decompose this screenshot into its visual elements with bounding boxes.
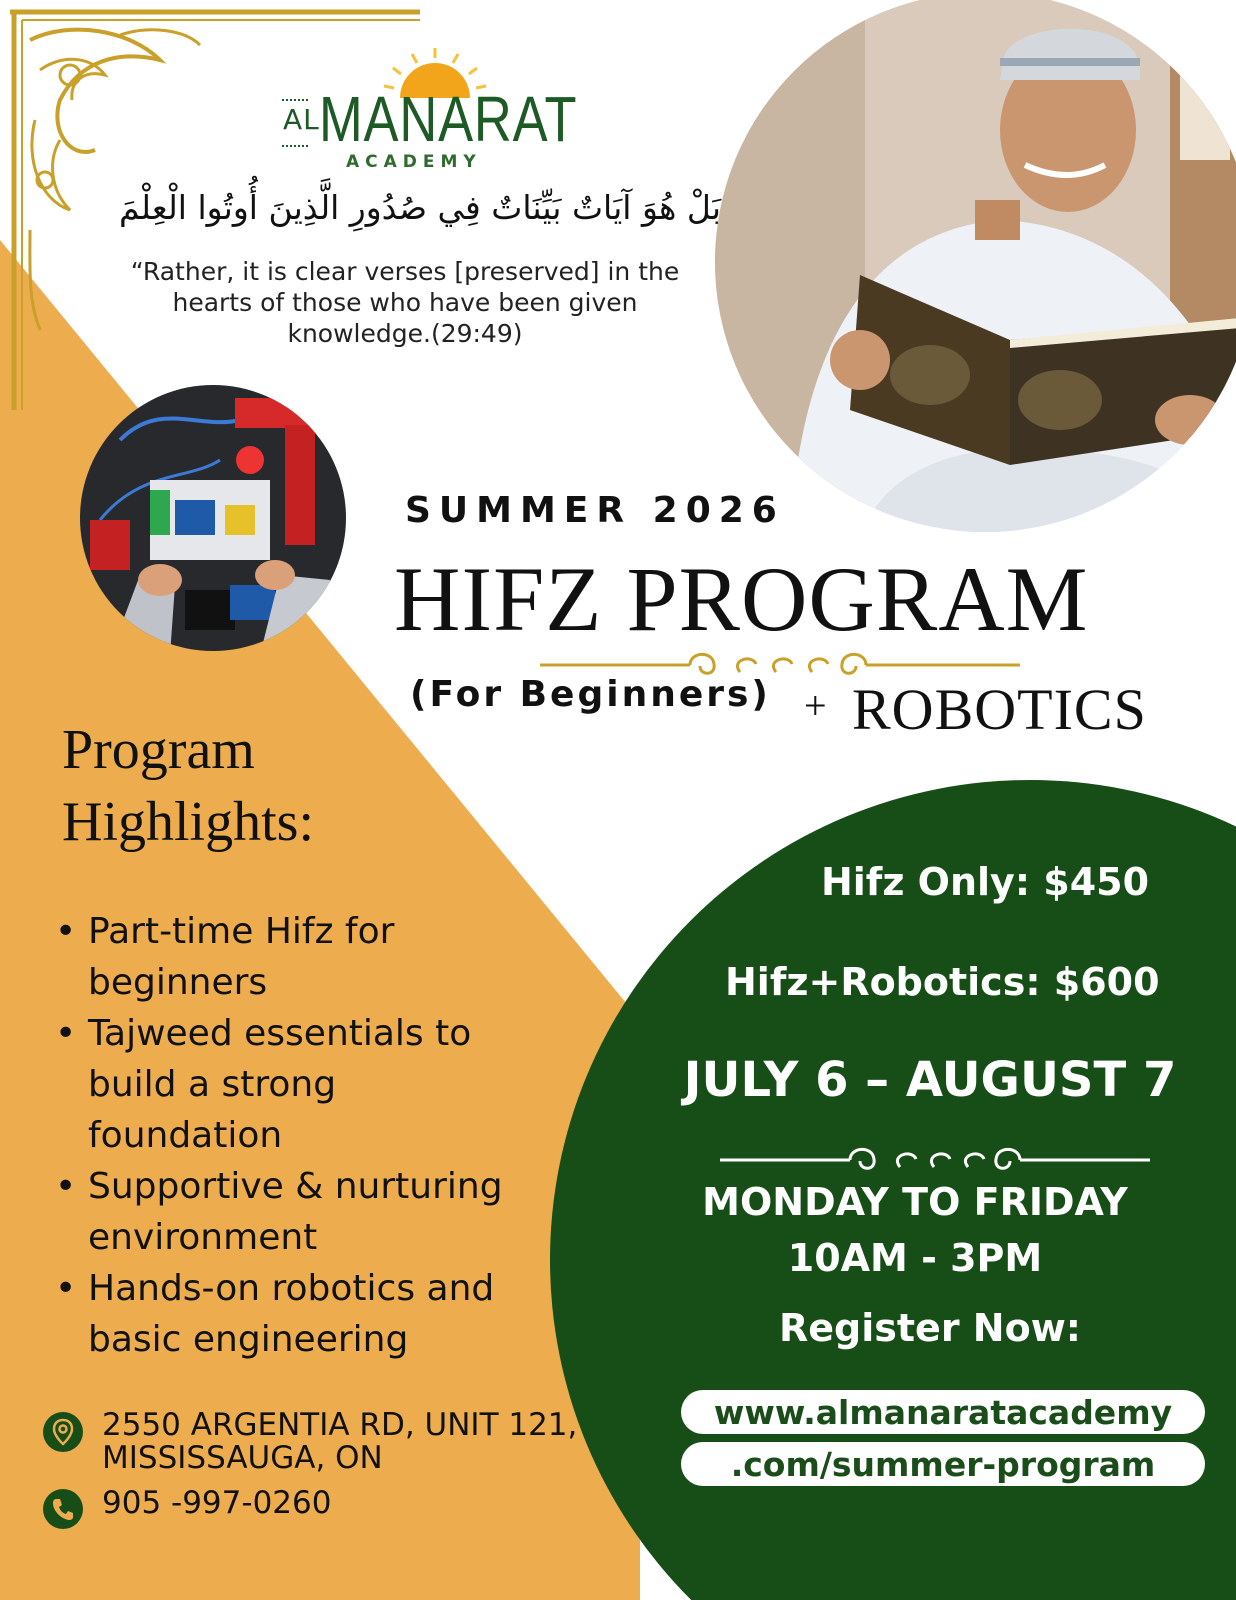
- price-hifz-robotics: Hifz+Robotics: $600: [725, 960, 1160, 1004]
- highlights-title-line: Program: [62, 719, 255, 781]
- verse-translation-line: hearts of those who have been given: [172, 288, 638, 317]
- program-plus: +: [804, 683, 827, 728]
- bullet: •: [55, 1013, 77, 1054]
- schedule: [690, 1174, 1140, 1286]
- highlight-item: [52, 1008, 522, 1161]
- logo-name: MANARAT: [319, 83, 578, 155]
- program-season: SUMMER 2026: [405, 490, 785, 531]
- register-label: Register Now:: [779, 1306, 1081, 1350]
- bullet: •: [55, 1268, 77, 1309]
- verse-translation: [100, 256, 710, 349]
- highlight-item: [52, 1161, 522, 1263]
- program-audience: (For Beginners): [410, 674, 771, 715]
- highlights-title-line: Highlights:: [62, 791, 315, 853]
- verse-translation-line: knowledge.(29:49): [287, 319, 523, 348]
- ornament-divider-icon: [540, 654, 1020, 673]
- bullet: •: [55, 1166, 77, 1207]
- phone-icon: [42, 1488, 84, 1530]
- address-line: 2550 ARGENTIA RD, UNIT 121,: [102, 1407, 578, 1443]
- program-addon: ROBOTICS: [852, 677, 1147, 742]
- logo-subtitle: ACADEMY: [346, 152, 482, 172]
- location-pin-icon: [42, 1411, 84, 1453]
- highlights-title: [62, 714, 314, 858]
- program-title: HIFZ PROGRAM: [394, 548, 1089, 650]
- verse-arabic: بَلْ هُوَ آيَاتٌ بَيِّنَاتٌ فِي صُدُورِ الَّذِينَ أُوتُوا الْعِلْمَ: [118, 188, 722, 227]
- address-line: MISSISSAUGA, ON: [102, 1440, 383, 1476]
- highlight-text: Part-time Hifz for beginners: [88, 911, 395, 1003]
- boy-reading-photo: [715, 0, 1236, 550]
- address: [102, 1409, 577, 1475]
- schedule-hours: 10AM - 3PM: [787, 1236, 1043, 1280]
- phone-number: 905 -997-0260: [102, 1485, 332, 1521]
- program-dates: JULY 6 – AUGUST 7: [683, 1052, 1177, 1108]
- price-hifz-only: Hifz Only: $450: [820, 860, 1150, 904]
- highlight-text: Tajweed essentials to build a strong foundation: [88, 1013, 472, 1156]
- highlight-item: [52, 1263, 522, 1365]
- register-url-line2[interactable]: .com/summer-program: [681, 1442, 1205, 1486]
- verse-translation-line: “Rather, it is clear verses [preserved] in the: [130, 257, 680, 286]
- register-url-line1[interactable]: www.almanaratacademy: [681, 1390, 1205, 1434]
- highlights-list: [52, 906, 522, 1365]
- schedule-days: MONDAY TO FRIDAY: [702, 1180, 1128, 1224]
- highlight-text: Supportive & nurturing environment: [88, 1166, 503, 1258]
- logo-prefix: AL: [283, 103, 320, 136]
- highlight-text: Hands-on robotics and basic engineering: [88, 1268, 495, 1360]
- bullet: •: [55, 911, 77, 952]
- highlight-item: [52, 906, 522, 1008]
